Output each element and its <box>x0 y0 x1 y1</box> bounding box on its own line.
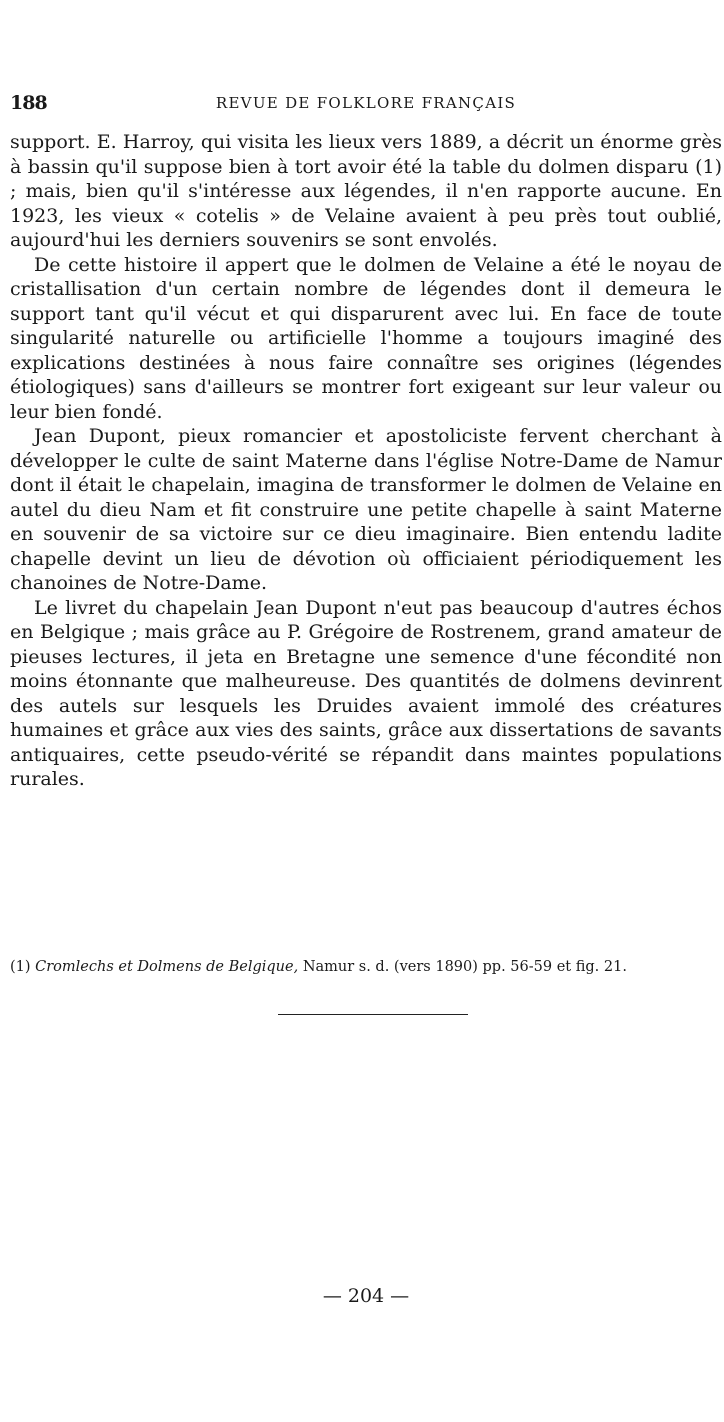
paragraph: Jean Dupont, pieux romancier et apostoliciste fervent cherchant à développer le culte de saint Materne dans l'église Notre-Dame de Namur dont il était le chapelain, imagina de transformer le dolmen de Velaine en autel du dieu Nam et fit construire une petite chapelle à saint Materne en souvenir de sa victoire sur ce dieu imaginaire. Bien entendu ladite chapelle devint un lieu de dévotion où officiaient périodiquement les chanoines de Notre-Dame. <box>10 425 722 594</box>
folio: — 204 — <box>322 1285 410 1307</box>
separator-rule <box>278 1014 468 1015</box>
document-page <box>10 0 722 1422</box>
footnote-text: Namur s. d. (vers 1890) pp. 56-59 et fig. 21. <box>302 959 627 975</box>
body-text <box>10 130 722 792</box>
page-number: 188 <box>10 92 47 114</box>
paragraph: Le livret du chapelain Jean Dupont n'eut pas beaucoup d'autres échos en Belgique ; mais grâce au P. Grégoire de Rostrenem, grand amateur de pieuses lectures, il jeta en Bretagne une semence d'une fécondité non moins étonnante que malheureuse. Des quantités de dolmens devinrent des autels sur lesquels les Druides avaient immolé des créatures humaines et grâce aux vies des saints, grâce aux dissertations de savants antiquaires, cette pseudo-vérité se répandit dans maintes populations rurales. <box>10 596 722 790</box>
paragraph: De cette histoire il appert que le dolmen de Velaine a été le noyau de cristallisation d'un certain nombre de légendes dont il demeura le support tant qu'il vécut et qui disparurent avec lui. En face de toute singularité naturelle ou artificielle l'homme a toujours imaginé des explications destinées à nous faire connaître ses origines (légendes étiologiques) sans d'ailleurs se montrer fort exigeant sur leur valeur ou leur bien fondé. <box>10 253 722 423</box>
footnote-title: Cromlechs et Dolmens de Belgique, <box>35 959 299 975</box>
footnote-marker: (1) <box>10 959 31 975</box>
running-title: REVUE DE FOLKLORE FRANÇAIS <box>215 94 517 112</box>
page-header <box>10 92 722 116</box>
footnote <box>10 957 722 977</box>
paragraph: support. E. Harroy, qui visita les lieux vers 1889, a décrit un énorme grès à bassin qu'il suppose bien à tort avoir été la table du dolmen disparu (1) ; mais, bien qu'il s'intéresse aux légendes, il n'en rapporte aucune. En 1923, les vieux « cotelis » de Velaine avaient à peu près tout oublié, aujourd'hui les derniers souvenirs se sont envolés. <box>10 131 722 251</box>
